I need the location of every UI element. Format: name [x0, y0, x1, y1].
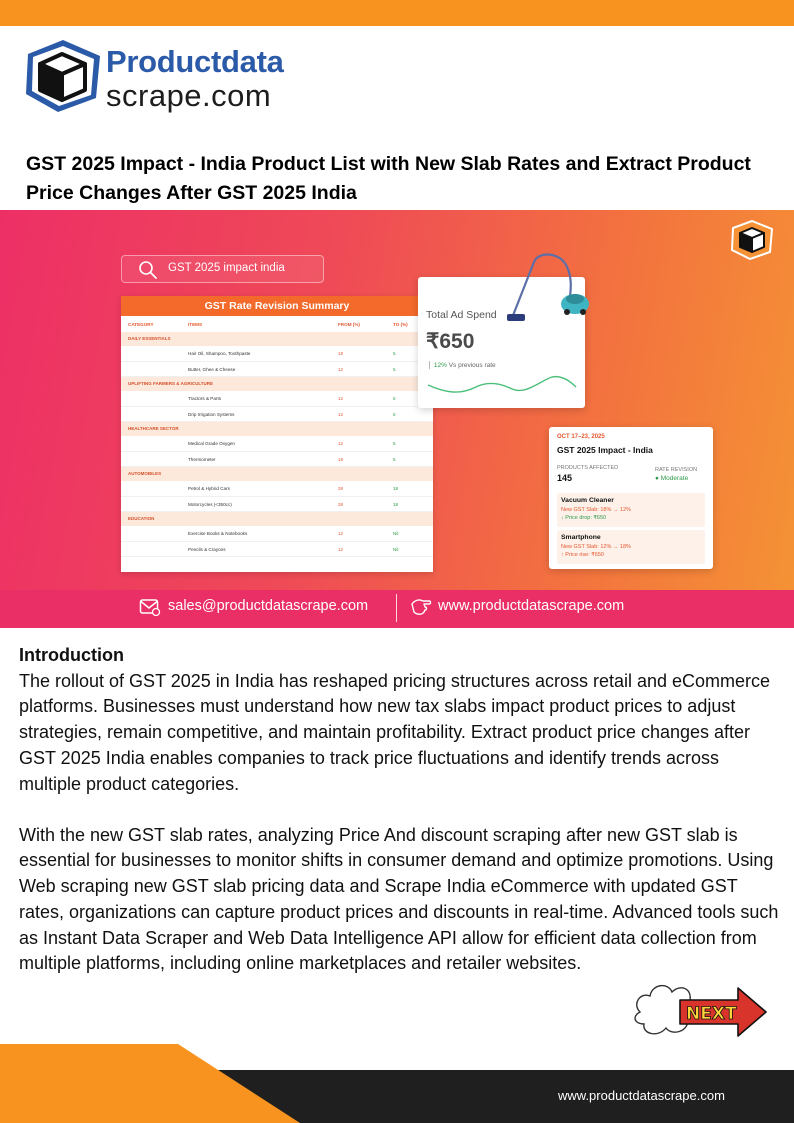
table-row — [121, 346, 433, 362]
vacuum-cleaner-icon — [504, 248, 590, 326]
search-icon — [138, 260, 158, 280]
table-cell: 18 — [393, 486, 399, 491]
product-slab: New GST Slab: 12% → 18% — [561, 544, 631, 550]
table-cell: Pencils & Crayons — [188, 546, 226, 552]
table-row — [121, 481, 433, 497]
table-cell: Tractors & Parts — [188, 396, 222, 401]
table-row — [121, 436, 433, 452]
cube-badge-icon — [730, 220, 774, 260]
table-section: DAILY ESSENTIALS — [121, 332, 433, 346]
search-bar[interactable] — [121, 255, 324, 283]
table-cell: Hair Oil, Shampoo, Toothpaste — [188, 351, 251, 356]
table-cell: 5 — [393, 456, 396, 462]
table-cell: Petrol & Hybrid Cars — [188, 486, 230, 491]
pointer-hand-icon — [409, 596, 433, 618]
table-section: AUTOMOBILES — [121, 467, 433, 481]
product-name: Smartphone — [561, 534, 601, 541]
table-row — [121, 452, 433, 468]
table-cell: 12 — [338, 531, 344, 536]
table-cell: Exercise Books & Notebooks — [188, 531, 248, 536]
table-cell: Drip Irrigation Systems — [188, 411, 235, 417]
gst-impact-card — [549, 427, 713, 569]
logo-text-productdata: Productdata — [106, 44, 284, 79]
footer-website-link[interactable]: www.productdatascrape.com — [558, 1088, 725, 1103]
table-row — [121, 362, 433, 378]
table-cell: 12 — [338, 441, 344, 446]
table-cell: 5 — [393, 411, 396, 417]
rate-revision-value: ● Moderate — [655, 475, 689, 482]
product-slab: New GST Slab: 18% → 12% — [561, 507, 631, 513]
table-cell: Butter, Ghee & Cheese — [188, 366, 236, 372]
table-row — [121, 407, 433, 423]
contact-website-link[interactable]: www.productdatascrape.com — [438, 598, 625, 614]
table-row — [121, 526, 433, 542]
table-cell: 28 — [338, 486, 344, 491]
search-query-text: GST 2025 impact india — [168, 262, 285, 274]
table-cell: Nil — [393, 531, 399, 536]
table-cell: 18 — [338, 351, 344, 356]
table-title: GST Rate Revision Summary — [121, 296, 433, 316]
product-price-change: ↑ Price rise: ₹650 — [561, 552, 604, 558]
column-header: ITEMS — [188, 322, 203, 327]
table-cell: 5 — [393, 441, 396, 446]
contact-bar — [0, 590, 794, 628]
table-row — [121, 391, 433, 407]
article-body — [19, 643, 781, 977]
table-cell: 12 — [338, 366, 344, 372]
impact-date: OCT 17–23, 2025 — [557, 434, 605, 440]
table-cell: 12 — [338, 546, 344, 552]
impact-title: GST 2025 Impact - India — [557, 445, 653, 455]
table-cell: 28 — [338, 501, 344, 507]
table-cell: 5 — [393, 396, 396, 401]
table-section: HEALTHCARE SECTOR — [121, 422, 433, 436]
table-cell: 12 — [338, 396, 344, 401]
table-row — [121, 497, 433, 513]
paragraph: With the new GST slab rates, analyzing Price And discount scraping after new GST slab is essential for businesses to monitor shifts in consumer demand and optimize promotions. Using Web scraping new GST slab pricing data and Scrape India eCommerce with updated GST rates, organizations can capture product prices and discounts in real-time. Advanced tools such as Instant Data Scraper and Web Data Intelligence API allow for efficient data collection from multiple platforms, including online marketplaces and retailer websites. — [19, 824, 779, 974]
rate-revision-label: RATE REVISION — [655, 467, 698, 473]
contact-email-link[interactable]: sales@productdatascrape.com — [168, 598, 369, 614]
cube-logo-icon — [22, 38, 104, 114]
page-title: GST 2025 Impact - India Product List with New Slab Rates and Extract Product Price Changes After GST 2025 India — [26, 153, 751, 204]
product-item — [557, 530, 705, 564]
table-row — [121, 542, 433, 558]
table-cell: Motorcycles (<350cc) — [188, 501, 232, 507]
column-header: FROM (%) — [338, 322, 360, 327]
table-cell: Medical Grade Oxygen — [188, 441, 235, 446]
products-affected-count: 145 — [557, 473, 573, 483]
column-header: CATEGORY — [128, 322, 154, 327]
table-cell: 5 — [393, 366, 396, 372]
brand-logo[interactable] — [22, 38, 312, 116]
mail-icon — [139, 598, 161, 616]
table-cell: 18 — [338, 456, 344, 462]
product-item — [557, 493, 705, 527]
footer-accent-shape — [0, 1044, 300, 1123]
change-text: Vs previous rate — [448, 362, 496, 369]
table-cell: 5 — [393, 351, 396, 356]
section-heading: Introduction — [19, 645, 124, 665]
column-header: TO (%) — [393, 322, 408, 327]
next-page-button[interactable] — [630, 978, 770, 1050]
table-section: UPLIFTING FARMERS & AGRICULTURE — [121, 377, 433, 391]
table-cell: Thermometer — [188, 456, 216, 462]
table-cell: 12 — [338, 411, 344, 417]
ad-spend-change: │ 12% Vs previous rate — [428, 362, 496, 369]
next-label: NEXT — [686, 1004, 737, 1024]
product-price-change: ↓ Price drop: ₹650 — [561, 515, 607, 521]
logo-text-scrape: scrape.com — [106, 78, 272, 113]
top-accent-bar — [0, 0, 794, 26]
paragraph: The rollout of GST 2025 in India has reshaped pricing structures across retail and eCommerce platforms. Businesses must understand how new tax slabs impact product prices to adjust strategies, remain competitive, and maintain profitability. Extract product price changes after GST 2025 India enables companies to track price fluctuations and identify trends across multiple product categories. — [19, 670, 771, 794]
table-cell: 18 — [393, 501, 399, 507]
product-name: Vacuum Cleaner — [561, 497, 614, 504]
products-affected-label: PRODUCTS AFFECTED — [557, 465, 619, 471]
sparkline-chart — [426, 371, 578, 399]
contact-divider — [396, 594, 397, 622]
table-cell: Nil — [393, 546, 399, 552]
ad-spend-label: Total Ad Spend — [426, 309, 497, 321]
ad-spend-value: ₹650 — [426, 330, 475, 353]
table-header — [121, 316, 433, 332]
table-section: EDUCATION — [121, 512, 433, 526]
gst-rate-table — [121, 296, 433, 572]
change-percent: 12% — [433, 362, 447, 369]
